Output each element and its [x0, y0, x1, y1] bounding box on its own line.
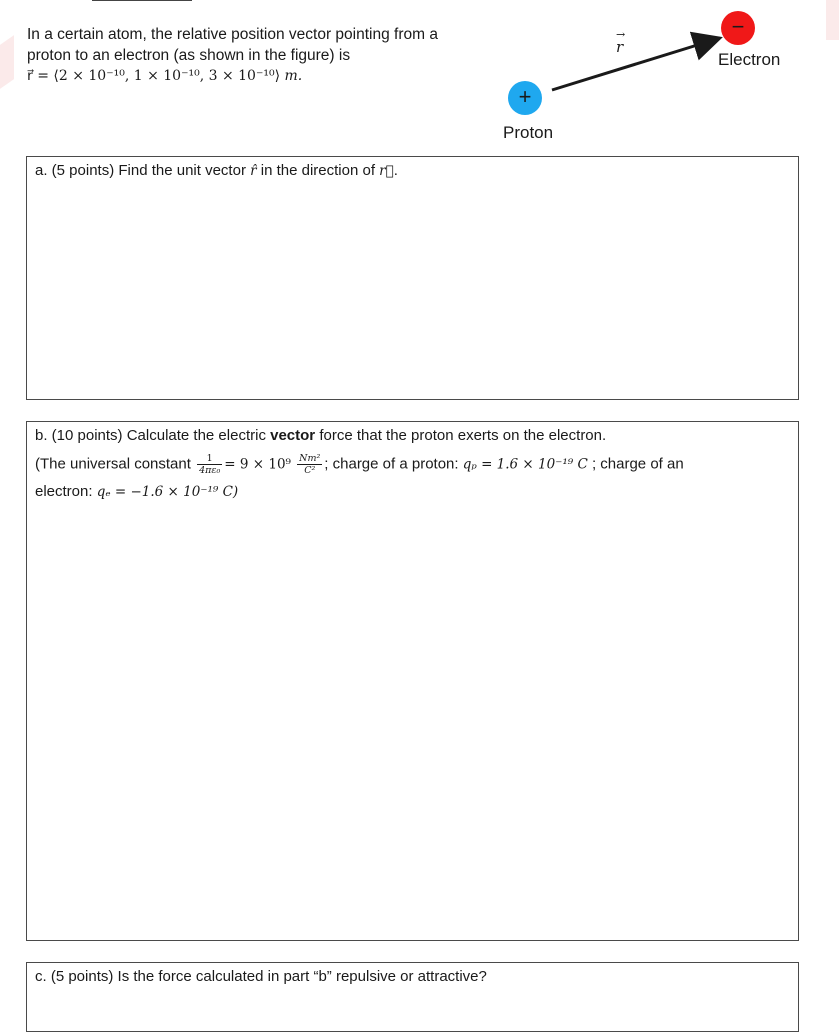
top-rule: [92, 0, 192, 1]
coulomb-fraction-denominator: 4πε₀: [199, 465, 221, 476]
electron-charge-value: qₑ = −1.6 × 10⁻¹⁹ C): [96, 484, 239, 500]
part-b-question: [35, 426, 606, 446]
decoration-left: [0, 35, 14, 89]
problem-intro: [27, 24, 438, 87]
part-a-question: [35, 161, 398, 181]
constant-value: = 9 × 10⁹: [224, 456, 291, 473]
part-b-bold-vector: vector: [270, 427, 316, 444]
decoration-right: [826, 0, 839, 40]
part-a-rvec: r⃗: [379, 163, 394, 179]
electron-charge-text-1: ; charge of an: [591, 455, 684, 473]
unit-fraction: [297, 453, 322, 476]
vector-unit: m.: [284, 68, 303, 84]
coulomb-fraction-numerator: 1: [197, 453, 222, 465]
position-vector-arrow: [540, 30, 730, 95]
proton-charge-text: ; charge of a proton:: [324, 455, 459, 473]
answer-box-part-b[interactable]: [26, 421, 799, 941]
part-b-suffix: force that the proton exerts on the electron.: [315, 427, 607, 444]
part-a-prefix: a. (5 points) Find the unit vector: [35, 162, 251, 179]
part-b-prefix: b. (10 points) Calculate the electric: [35, 427, 271, 444]
constant-text: (The universal constant: [35, 455, 191, 473]
electron-charge-text-2: electron:: [35, 483, 93, 500]
intro-line-1: In a certain atom, the relative position vector pointing from a: [27, 26, 438, 43]
vector-r-label: [616, 28, 626, 56]
intro-line-2: proton to an electron (as shown in the figure) is: [27, 47, 351, 64]
answer-box-part-c[interactable]: [26, 962, 799, 1032]
vector-rhs: ⟩: [274, 68, 281, 84]
proton-charge-value: qₚ = 1.6 × 10⁻¹⁹ C: [462, 456, 588, 473]
part-a-suffix: .: [393, 162, 398, 179]
proton-label: Proton: [503, 123, 554, 142]
part-c-question: c. (5 points) Is the force calculated in part “b” repulsive or attractive?: [35, 968, 487, 985]
coulomb-fraction: [197, 453, 222, 476]
vector-lhs: r⃗ = ⟨: [27, 68, 59, 84]
vector-arrow-accent-icon: →: [616, 28, 626, 41]
electron-label: Electron: [718, 50, 781, 69]
unit-fraction-denominator: C²: [304, 465, 316, 476]
vector-r-letter: r: [616, 38, 624, 56]
part-a-middle: in the direction of: [256, 162, 380, 179]
vector-components: 2 × 10⁻¹⁰, 1 × 10⁻¹⁰, 3 × 10⁻¹⁰: [58, 68, 275, 84]
answer-box-part-a[interactable]: [26, 156, 799, 400]
unit-fraction-numerator: Nm²: [299, 453, 321, 464]
part-b-constants: [35, 453, 684, 476]
proton-charge: +: [508, 81, 542, 115]
part-b-electron-charge: [35, 483, 238, 500]
part-a-rhat: r̂: [250, 163, 257, 179]
electron-charge: −: [721, 11, 755, 45]
position-vector: [27, 66, 438, 87]
